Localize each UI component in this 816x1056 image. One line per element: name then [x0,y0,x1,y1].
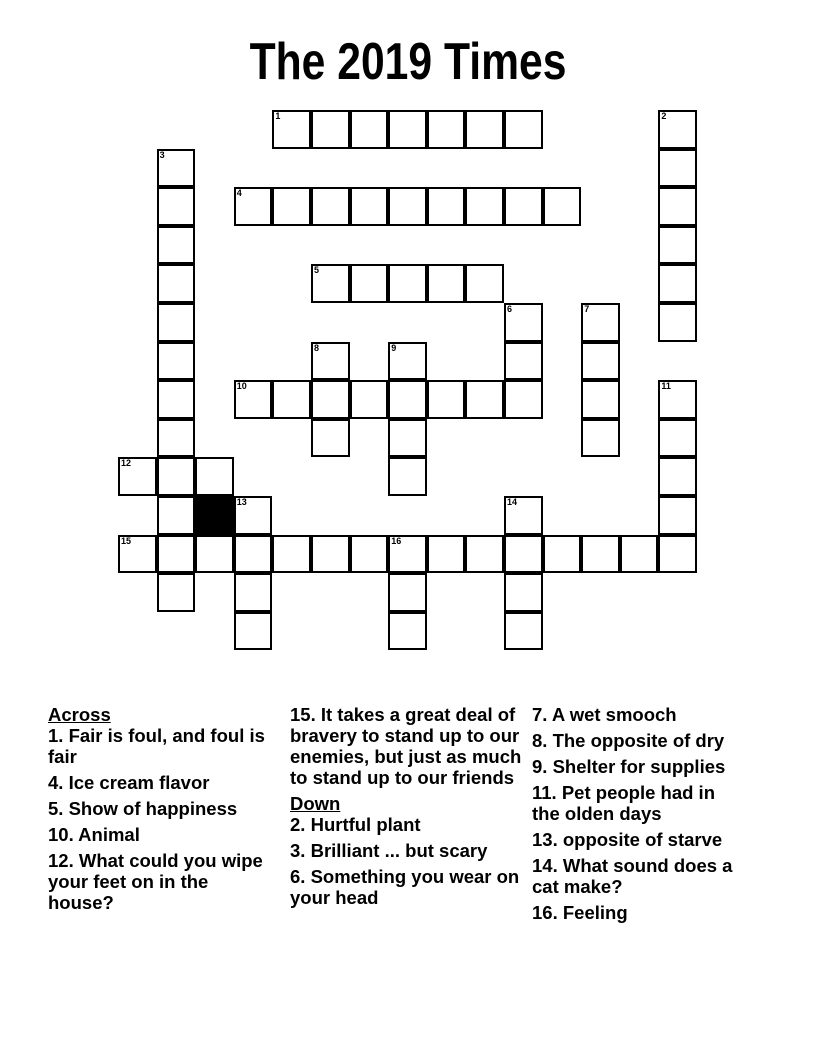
clue-number-label: 16 [391,535,402,546]
clue-item [290,866,522,908]
clue-number: 13. [532,829,558,850]
grid-cell[interactable] [658,226,697,265]
clue-number: 11. [532,782,557,803]
clue-item [532,855,747,897]
clue-number-label: 10 [236,381,247,392]
clue-text: opposite of starve [557,829,723,850]
grid-cell[interactable] [658,187,697,226]
grid-cell[interactable] [543,187,582,226]
clue-item [532,756,747,777]
grid-cell[interactable] [581,380,620,419]
clue-number: 7. [532,704,548,725]
clue-number-label: 13 [236,497,247,507]
clue-text: A wet smooch [547,704,677,725]
grid-cell[interactable] [157,342,196,381]
grid-cell[interactable] [427,187,466,226]
grid-cell[interactable] [272,187,311,226]
grid-cell[interactable] [658,457,697,496]
grid-cell[interactable] [350,380,389,419]
clue-text: Show of happiness [63,798,238,819]
clue-text: What could you wipe your feet on in the house? [48,850,263,913]
clue-number: 6. [290,866,306,887]
clue-item [290,704,522,788]
grid-cell[interactable] [504,612,543,651]
grid-cell[interactable] [157,264,196,303]
clue-list [48,725,276,913]
clue-text: Animal [73,824,140,845]
grid-cell[interactable] [311,380,350,419]
grid-cell[interactable] [658,419,697,458]
grid-cell[interactable] [581,342,620,381]
clue-number-label: 14 [507,497,518,507]
clue-item [48,772,276,793]
grid-cell[interactable] [504,573,543,612]
grid-cell[interactable] [658,264,697,303]
grid-cell[interactable] [427,264,466,303]
grid-cell[interactable] [195,457,234,496]
grid-cell[interactable] [427,380,466,419]
clue-item [48,850,276,913]
grid-cell[interactable] [504,535,543,574]
grid-cell[interactable] [658,496,697,535]
clue-number-label: 4 [236,188,242,199]
grid-cell[interactable] [157,457,196,496]
clue-list [532,704,747,923]
grid-cell[interactable] [311,110,350,149]
grid-cell[interactable] [465,535,504,574]
grid-cell[interactable] [465,380,504,419]
clue-item [532,829,747,850]
grid-cell[interactable] [157,419,196,458]
grid-cell[interactable] [388,573,427,612]
grid-cell[interactable] [388,419,427,458]
grid-cell[interactable] [157,303,196,342]
grid-cell[interactable] [658,149,697,188]
grid-cell[interactable] [504,380,543,419]
clue-item [532,730,747,751]
clue-text: Ice cream flavor [63,772,210,793]
clue-item [290,840,522,861]
clue-number-label: 8 [314,342,320,353]
clue-text: Pet people had in the olden days [532,782,716,824]
grid-cell[interactable] [658,303,697,342]
clue-number-label: 9 [391,342,397,353]
grid-cell[interactable] [465,187,504,226]
clue-text: It takes a great deal of bravery to stand up to our enemies, but just as much to stand up to our friends [290,704,522,788]
clue-number: 15. [290,704,316,725]
grid-cell[interactable] [388,187,427,226]
clue-number: 4. [48,772,64,793]
grid-cell[interactable] [234,612,273,651]
grid-cell[interactable] [581,535,620,574]
clue-item [290,814,522,835]
grid-cell[interactable] [157,226,196,265]
across-heading: Across [48,704,111,725]
clue-number-label: 6 [507,304,513,314]
grid-cell[interactable] [388,457,427,496]
clue-text: Feeling [557,902,628,923]
clue-number: 1. [48,725,64,746]
clue-number: 16. [532,902,558,923]
grid-cell[interactable] [504,342,543,381]
grid-cell[interactable] [620,535,659,574]
grid-cell[interactable] [157,535,196,574]
grid-cell[interactable] [234,573,273,612]
grid-cell[interactable] [350,110,389,149]
clue-item [532,782,747,824]
clue-number: 5. [48,798,64,819]
clue-number-label: 15 [121,535,132,546]
clue-number: 10. [48,824,74,845]
clue-number-label: 5 [314,265,320,276]
grid-cell[interactable] [272,535,311,574]
clue-number: 8. [532,730,548,751]
grid-cell[interactable] [311,419,350,458]
grid-cell[interactable] [504,110,543,149]
clue-number: 9. [532,756,548,777]
clue-item [48,798,276,819]
grid-cell[interactable] [350,535,389,574]
clue-number-label: 1 [275,111,281,121]
grid-cell[interactable] [157,380,196,419]
grid-cell[interactable] [388,612,427,651]
grid-cell[interactable] [350,264,389,303]
grid-cell[interactable] [543,535,582,574]
clue-item [48,725,276,767]
clue-text: Shelter for supplies [547,756,726,777]
clue-list [290,814,522,908]
grid-cell[interactable] [388,380,427,419]
clue-text: What sound does a cat make? [532,855,733,897]
down-heading: Down [290,793,341,814]
puzzle-title: The 2019 Times [249,33,567,91]
clue-number-label: 3 [159,149,165,160]
grid-cell[interactable] [157,496,196,535]
grid-cell[interactable] [427,110,466,149]
grid-cell[interactable] [388,264,427,303]
grid-cell[interactable] [465,110,504,149]
clue-item [532,902,747,923]
grid-cell[interactable] [195,535,234,574]
grid-cell[interactable] [157,187,196,226]
clue-list [290,704,522,788]
clue-text: Brilliant ... but scary [305,840,488,861]
clue-number-label: 12 [121,458,132,469]
grid-cell[interactable] [504,187,543,226]
clue-column-2 [290,704,522,913]
clue-text: Fair is foul, and foul is fair [48,725,265,767]
grid-cell[interactable] [427,535,466,574]
clue-number: 14. [532,855,558,876]
grid-black-cell [195,496,234,535]
grid-cell[interactable] [350,187,389,226]
clue-text: The opposite of dry [547,730,725,751]
grid-cell[interactable] [465,264,504,303]
grid-cell[interactable] [272,380,311,419]
clue-number: 2. [290,814,306,835]
grid-cell[interactable] [234,535,273,574]
clue-number: 3. [290,840,306,861]
grid-cell[interactable] [157,573,196,612]
clue-text: Hurtful plant [305,814,421,835]
grid-cell[interactable] [311,187,350,226]
clue-number-label: 7 [584,304,590,314]
grid-cell[interactable] [658,535,697,574]
clue-column-1 [48,704,276,918]
grid-cell[interactable] [311,535,350,574]
clue-number: 12. [48,850,74,871]
clue-item [532,704,747,725]
clue-item [48,824,276,845]
grid-cell[interactable] [581,419,620,458]
clue-number-label: 11 [661,381,671,392]
clue-number-label: 2 [661,111,667,121]
clue-column-3 [532,704,747,928]
grid-cell[interactable] [388,110,427,149]
clue-text: Something you wear on your head [290,866,520,908]
